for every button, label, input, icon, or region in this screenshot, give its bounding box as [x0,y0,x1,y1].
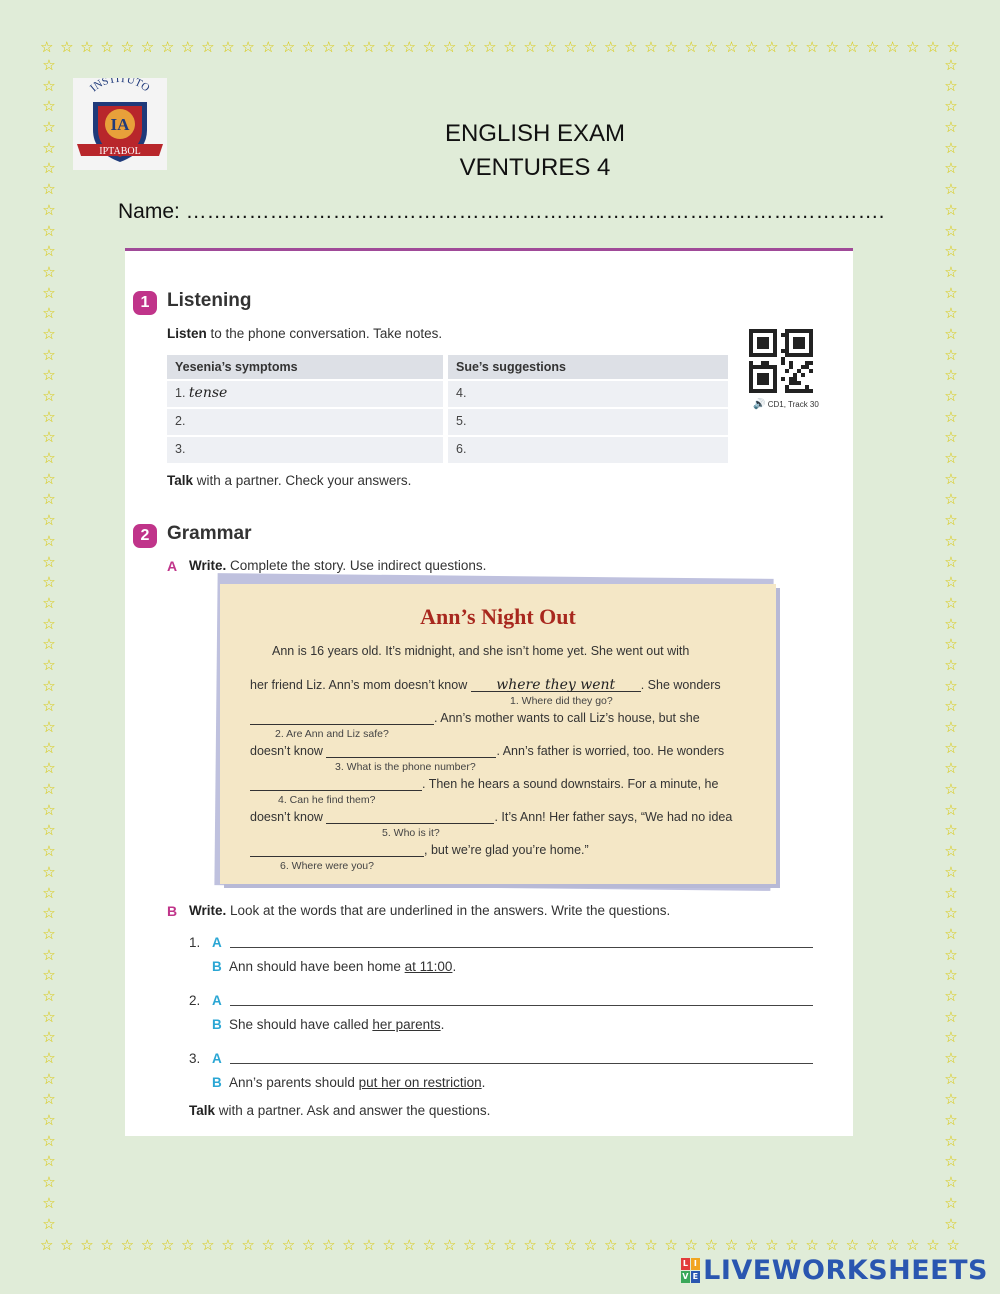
star-icon: ☆ [42,76,56,95]
star-icon: ☆ [944,159,958,178]
star-icon: ☆ [944,945,958,964]
star-icon: ☆ [944,262,958,281]
part-b-letter: B [167,903,178,919]
hint-6: 6. Where were you? [280,860,374,872]
star-icon: ☆ [944,1152,958,1171]
logo-bottom-text: IPTABOL [99,146,141,157]
star-icon: ☆ [944,842,958,861]
star-icon: ☆ [944,676,958,695]
star-icon: ☆ [724,1236,739,1254]
star-icon: ☆ [100,38,114,56]
star-icon: ☆ [944,221,958,240]
star-icon: ☆ [944,1090,958,1109]
star-icon: ☆ [42,1049,56,1067]
question-1-a-label: A [212,935,222,950]
star-icon: ☆ [42,1152,56,1171]
question-2-a-label: A [212,993,222,1008]
question-1-b-label: B [212,959,222,974]
question-3-a-label: A [212,1051,222,1066]
audio-track[interactable] [753,399,819,410]
star-icon: ☆ [944,387,958,405]
star-icon: ☆ [42,490,56,509]
star-icon: ☆ [42,345,56,364]
table-cell-symptom-3[interactable]: 3. [167,437,443,463]
story-title: Ann’s Night Out [420,604,576,629]
star-icon: ☆ [944,1173,958,1192]
star-icon: ☆ [120,38,135,56]
star-icon: ☆ [523,1236,537,1254]
blank-3[interactable] [326,743,496,758]
star-icon: ☆ [944,821,958,840]
star-icon: ☆ [120,1236,135,1254]
star-icon: ☆ [42,552,56,571]
star-icon: ☆ [805,1236,819,1254]
star-icon: ☆ [765,1236,779,1254]
star-icon: ☆ [944,304,958,323]
star-icon: ☆ [543,38,557,56]
star-icon: ☆ [503,38,517,56]
star-icon: ☆ [944,200,958,219]
star-icon: ☆ [42,718,56,736]
question-2-input-line[interactable] [230,1005,813,1006]
star-icon: ☆ [42,1090,56,1109]
star-icon: ☆ [42,118,56,137]
star-icon: ☆ [42,200,56,219]
star-icon: ☆ [261,1236,275,1254]
star-icon: ☆ [944,552,958,571]
star-icon: ☆ [42,573,56,592]
section-number-badge-2: 2 [133,524,157,548]
star-icon: ☆ [201,38,215,56]
logo-initials: IA [110,115,130,134]
star-icon: ☆ [825,38,839,56]
star-icon: ☆ [42,759,56,778]
question-3-answer: Ann’s parents should put her on restriction. [229,1075,486,1090]
question-3-b-label: B [212,1075,222,1090]
star-icon: ☆ [60,1236,74,1254]
question-2-b-label: B [212,1017,222,1032]
hint-2: 2. Are Ann and Liz safe? [275,728,389,740]
star-icon: ☆ [724,38,739,56]
blank-2[interactable] [250,710,434,725]
star-icon: ☆ [42,511,56,530]
brand-text: LIVEWORKSHEETS [703,1255,988,1286]
question-3-input-line[interactable] [230,1063,813,1064]
star-icon: ☆ [42,1173,56,1192]
story-line-2: her friend Liz. Ann’s mom doesn’t know where they went . She wonders [250,677,721,693]
star-icon: ☆ [42,862,56,881]
star-icon: ☆ [944,449,958,468]
table-header-symptoms: Yesenia’s symptoms [167,355,443,379]
table-cell-symptom-1[interactable]: 1. tense [167,381,443,407]
story-line-4: doesn’t know . Ann’s father is worried, too. He wonders [250,744,725,758]
star-icon: ☆ [944,800,958,819]
star-icon: ☆ [944,531,958,550]
star-icon: ☆ [503,1236,517,1254]
star-icon: ☆ [422,1236,437,1254]
star-icon: ☆ [483,1236,497,1254]
star-icon: ☆ [944,780,958,799]
question-2-answer: She should have called her parents. [229,1017,445,1032]
star-icon: ☆ [483,38,497,56]
star-icon: ☆ [42,1069,56,1088]
star-icon: ☆ [926,1236,940,1254]
star-icon: ☆ [944,345,958,364]
part-a-instruction: Write. Complete the story. Use indirect questions. [189,558,487,573]
story-line-5: . Then he hears a sound downstairs. For a minute, he [250,776,718,791]
star-icon: ☆ [42,986,56,1005]
star-icon: ☆ [362,38,376,56]
star-icon: ☆ [644,1236,658,1254]
star-icon: ☆ [42,842,56,861]
star-icon: ☆ [765,38,779,56]
star-icon: ☆ [42,283,56,302]
star-icon: ☆ [261,38,275,56]
star-icon: ☆ [301,1236,316,1254]
star-icon: ☆ [80,1236,94,1254]
answer-tense: tense [188,385,228,401]
star-icon: ☆ [944,966,958,985]
star-icon: ☆ [944,697,958,716]
star-icon: ☆ [944,407,958,426]
star-icon: ☆ [885,1236,900,1254]
exam-title: ENGLISH EXAM [444,120,626,147]
star-icon: ☆ [42,614,56,633]
star-icon: ☆ [644,38,658,56]
star-icon: ☆ [221,1236,235,1254]
star-icon: ☆ [42,428,56,447]
star-icon: ☆ [684,38,698,56]
star-border-right [942,58,960,1232]
star-icon: ☆ [944,862,958,881]
star-icon: ☆ [865,1236,880,1254]
blank-4[interactable] [250,776,422,791]
star-icon: ☆ [201,1236,215,1254]
star-icon: ☆ [140,38,155,56]
star-icon: ☆ [140,1236,155,1254]
grammar-talk-instruction: Talk with a partner. Ask and answer the questions. [189,1103,491,1118]
star-icon: ☆ [42,676,56,695]
star-icon: ☆ [944,283,958,302]
story-box [220,584,776,884]
blank-1[interactable] [471,677,641,692]
star-icon: ☆ [42,904,56,923]
star-icon: ☆ [42,655,56,674]
star-icon: ☆ [42,97,56,116]
audio-track-label: CD1, Track 30 [767,400,819,409]
table-cell-suggestion-6[interactable]: 6. [448,437,728,463]
star-icon: ☆ [704,1236,719,1254]
star-icon: ☆ [42,738,56,757]
hint-4: 4. Can he find them? [278,794,376,806]
star-icon: ☆ [402,1236,416,1254]
star-icon: ☆ [42,324,56,343]
star-border-bottom [40,1236,960,1254]
star-icon: ☆ [362,1236,376,1254]
star-icon: ☆ [42,883,56,902]
star-icon: ☆ [42,635,56,654]
star-icon: ☆ [704,38,719,56]
star-icon: ☆ [42,304,56,323]
star-icon: ☆ [865,38,880,56]
star-icon: ☆ [40,1236,54,1254]
star-icon: ☆ [281,38,296,56]
star-icon: ☆ [944,138,958,157]
star-icon: ☆ [42,56,56,74]
star-icon: ☆ [462,1236,477,1254]
name-field-label: Name: ………………………………………………………………………………………. [118,200,885,223]
hint-5: 5. Who is it? [382,827,440,839]
star-icon: ☆ [42,821,56,840]
star-icon: ☆ [944,469,958,488]
star-border-left [40,58,58,1232]
question-1-answer: Ann should have been home at 11:00. [229,959,457,974]
star-icon: ☆ [42,1214,56,1233]
star-icon: ☆ [42,180,56,199]
star-icon: ☆ [944,635,958,654]
star-icon: ☆ [42,697,56,716]
star-icon: ☆ [944,511,958,530]
star-icon: ☆ [442,1236,457,1254]
star-icon: ☆ [944,655,958,674]
star-icon: ☆ [42,800,56,819]
worksheet-page [125,248,853,1136]
star-icon: ☆ [944,1111,958,1130]
question-2-number: 2. [189,993,201,1008]
question-1-number: 1. [189,935,201,950]
star-icon: ☆ [944,904,958,923]
star-icon: ☆ [40,38,54,56]
brand-mark-icon: L I V E [682,1259,699,1281]
star-icon: ☆ [42,1007,56,1026]
star-icon: ☆ [382,1236,396,1254]
speaker-icon: 🔊 [753,399,766,410]
logo-top-text: INSTITUTO [87,78,152,95]
star-icon: ☆ [342,1236,356,1254]
star-icon: ☆ [42,966,56,985]
star-icon: ☆ [944,1028,958,1047]
star-icon: ☆ [160,1236,175,1254]
section-title-listening: Listening [167,290,252,311]
star-icon: ☆ [422,38,437,56]
star-icon: ☆ [342,38,356,56]
star-icon: ☆ [442,38,457,56]
star-icon: ☆ [944,428,958,447]
star-border-top [40,38,960,56]
star-icon: ☆ [60,38,74,56]
question-3-number: 3. [189,1051,201,1066]
star-icon: ☆ [906,38,920,56]
star-icon: ☆ [42,387,56,405]
star-icon: ☆ [944,1069,958,1088]
star-icon: ☆ [744,38,759,56]
section-title-grammar: Grammar [167,523,252,544]
star-icon: ☆ [382,38,396,56]
star-icon: ☆ [42,1131,56,1150]
star-icon: ☆ [885,38,900,56]
star-icon: ☆ [180,1236,195,1254]
star-icon: ☆ [180,38,195,56]
star-icon: ☆ [944,242,958,261]
star-icon: ☆ [42,469,56,488]
star-icon: ☆ [944,738,958,757]
star-icon: ☆ [944,614,958,633]
star-icon: ☆ [462,38,477,56]
star-icon: ☆ [42,1028,56,1047]
star-icon: ☆ [944,986,958,1005]
star-icon: ☆ [603,1236,618,1254]
blank-5[interactable] [326,809,494,824]
star-icon: ☆ [785,38,799,56]
star-icon: ☆ [664,1236,678,1254]
star-icon: ☆ [944,1193,958,1212]
story-line-1: Ann is 16 years old. It’s midnight, and she isn’t home yet. She went out with [272,644,690,658]
part-a-letter: A [167,558,178,574]
section-number-badge: 1 [133,291,157,315]
star-icon: ☆ [944,924,958,943]
star-icon: ☆ [301,38,316,56]
table-cell-suggestion-4[interactable]: 4. [448,381,728,407]
star-icon: ☆ [42,138,56,157]
school-logo [73,78,167,170]
table-header-suggestions: Sue’s suggestions [448,355,728,379]
star-icon: ☆ [805,38,819,56]
star-icon: ☆ [944,490,958,509]
star-icon: ☆ [944,1007,958,1026]
star-icon: ☆ [281,1236,296,1254]
star-icon: ☆ [42,262,56,281]
star-icon: ☆ [944,759,958,778]
star-icon: ☆ [624,38,638,56]
part-b-instruction: Write. Look at the words that are underlined in the answers. Write the questions. [189,903,671,918]
star-icon: ☆ [944,593,958,612]
star-icon: ☆ [944,76,958,95]
listening-instruction: Listen to the phone conversation. Take notes. [167,326,443,341]
star-icon: ☆ [241,38,255,56]
star-icon: ☆ [42,924,56,943]
exam-subtitle: VENTURES 4 [459,154,611,181]
story-line-7: , but we’re glad you’re home.” [250,842,589,857]
star-icon: ☆ [944,573,958,592]
star-icon: ☆ [42,531,56,550]
star-icon: ☆ [785,1236,799,1254]
star-icon: ☆ [523,38,537,56]
star-icon: ☆ [543,1236,557,1254]
star-icon: ☆ [926,38,940,56]
star-icon: ☆ [42,407,56,426]
star-icon: ☆ [825,1236,839,1254]
listening-talk-instruction: Talk with a partner. Check your answers. [167,473,412,488]
star-icon: ☆ [42,593,56,612]
star-icon: ☆ [624,1236,638,1254]
star-icon: ☆ [944,180,958,199]
star-icon: ☆ [664,38,678,56]
star-icon: ☆ [944,1049,958,1067]
qr-code-icon [749,329,813,397]
example-answer: where they went [496,677,616,693]
table-cell-suggestion-5[interactable]: 5. [448,409,728,435]
star-icon: ☆ [944,1214,958,1233]
story-line-6: doesn’t know . It’s Ann! Her father says, “We had no idea [250,810,733,824]
star-icon: ☆ [603,38,618,56]
star-icon: ☆ [845,1236,860,1254]
star-icon: ☆ [944,1131,958,1150]
star-icon: ☆ [42,159,56,178]
star-icon: ☆ [684,1236,698,1254]
liveworksheets-logo [681,1255,988,1286]
table-cell-symptom-2[interactable]: 2. [167,409,443,435]
star-icon: ☆ [845,38,860,56]
star-icon: ☆ [160,38,175,56]
star-icon: ☆ [42,1111,56,1130]
star-icon: ☆ [744,1236,759,1254]
star-icon: ☆ [583,1236,598,1254]
star-icon: ☆ [42,945,56,964]
star-icon: ☆ [402,38,416,56]
star-icon: ☆ [321,1236,336,1254]
star-icon: ☆ [944,324,958,343]
hint-3: 3. What is the phone number? [335,761,476,773]
star-icon: ☆ [563,1236,578,1254]
star-icon: ☆ [944,883,958,902]
star-icon: ☆ [944,366,958,385]
star-icon: ☆ [42,449,56,468]
star-icon: ☆ [42,366,56,385]
star-icon: ☆ [583,38,598,56]
question-1-input-line[interactable] [230,947,813,948]
blank-6[interactable] [250,842,424,857]
star-icon: ☆ [42,242,56,261]
star-icon: ☆ [100,1236,114,1254]
star-icon: ☆ [944,718,958,736]
star-icon: ☆ [944,56,958,74]
star-icon: ☆ [321,38,336,56]
star-icon: ☆ [906,1236,920,1254]
star-icon: ☆ [944,118,958,137]
star-icon: ☆ [946,1236,960,1254]
star-icon: ☆ [563,38,578,56]
star-icon: ☆ [944,97,958,116]
star-icon: ☆ [221,38,235,56]
star-icon: ☆ [42,1193,56,1212]
star-icon: ☆ [42,221,56,240]
star-icon: ☆ [241,1236,255,1254]
star-icon: ☆ [80,38,94,56]
story-line-3: . Ann’s mother wants to call Liz’s house, but she [250,710,700,725]
star-icon: ☆ [42,780,56,799]
hint-1: 1. Where did they go? [510,695,613,707]
star-icon: ☆ [946,38,960,56]
